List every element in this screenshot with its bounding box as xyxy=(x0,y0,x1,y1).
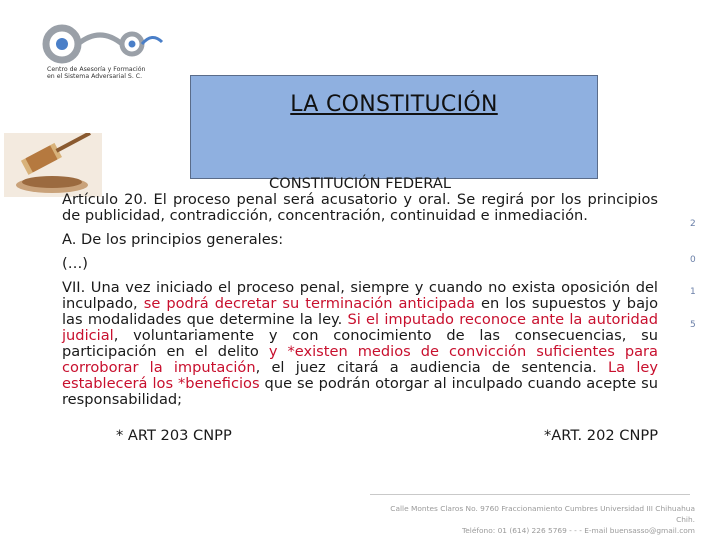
ellipsis-paragraph: (…) xyxy=(62,255,88,272)
vii-highlight: Si el imputado reconoce ante la autoridad judicial xyxy=(62,311,658,344)
section-heading: CONSTITUCIÓN FEDERAL xyxy=(269,175,451,192)
logo-line-2: en el Sistema Adversarial S. C. xyxy=(47,73,143,80)
article-body xyxy=(62,176,658,408)
vii-highlight: se podrá decretar su terminación anticipada xyxy=(143,295,475,312)
page-title: LA CONSTITUCIÓN xyxy=(290,92,498,117)
footer-divider xyxy=(370,494,690,495)
vii-text: en los supuestos y bajo las modalidades que determine la ley. xyxy=(62,295,659,328)
logo-line-1: Centro de Asesoría y Formación xyxy=(47,66,146,73)
footnote-right: *ART. 202 CNPP xyxy=(543,427,658,444)
side-number: 1 xyxy=(690,287,696,297)
footer xyxy=(375,503,695,536)
vii-highlight: y *existen medios de convicción suficientes para corroborar la imputación xyxy=(62,343,659,376)
footer-contact: Teléfono: 01 (614) 226 5769 - - - E-mail buensasso@gmail.com xyxy=(462,526,695,535)
logo-caption xyxy=(47,66,145,80)
vii-highlight: La ley establecerá los *beneficios xyxy=(62,359,658,392)
vii-text: que se podrán otorgar al inculpado cuando acepte su responsabilidad; xyxy=(62,375,658,408)
article-paragraph: Artículo 20. El proceso penal será acusatorio y oral. Se regirá por los principios de publicidad, contradicción, concentración, continuidad e inmediación. xyxy=(62,191,658,224)
vii-text: , voluntariamente y con conocimiento de las consecuencias, su participación en el delito xyxy=(62,327,658,360)
title-box xyxy=(190,75,598,179)
side-number: 0 xyxy=(690,255,696,265)
vii-text: VII. Una vez iniciado el proceso penal, siempre y cuando no exista oposición del inculpado, xyxy=(62,279,658,312)
side-number: 2 xyxy=(690,219,696,229)
side-number: 5 xyxy=(690,320,696,330)
fraction-vii-paragraph xyxy=(62,280,658,408)
section-a-paragraph: A. De los principios generales: xyxy=(62,231,284,248)
footer-address: Calle Montes Claros No. 9760 Fraccionamiento Cumbres Universidad III Chihuahua Chih. xyxy=(390,504,695,524)
vii-text: , el juez citará a audiencia de sentencia. xyxy=(255,359,609,376)
footnote-left: * ART 203 CNPP xyxy=(116,427,232,444)
